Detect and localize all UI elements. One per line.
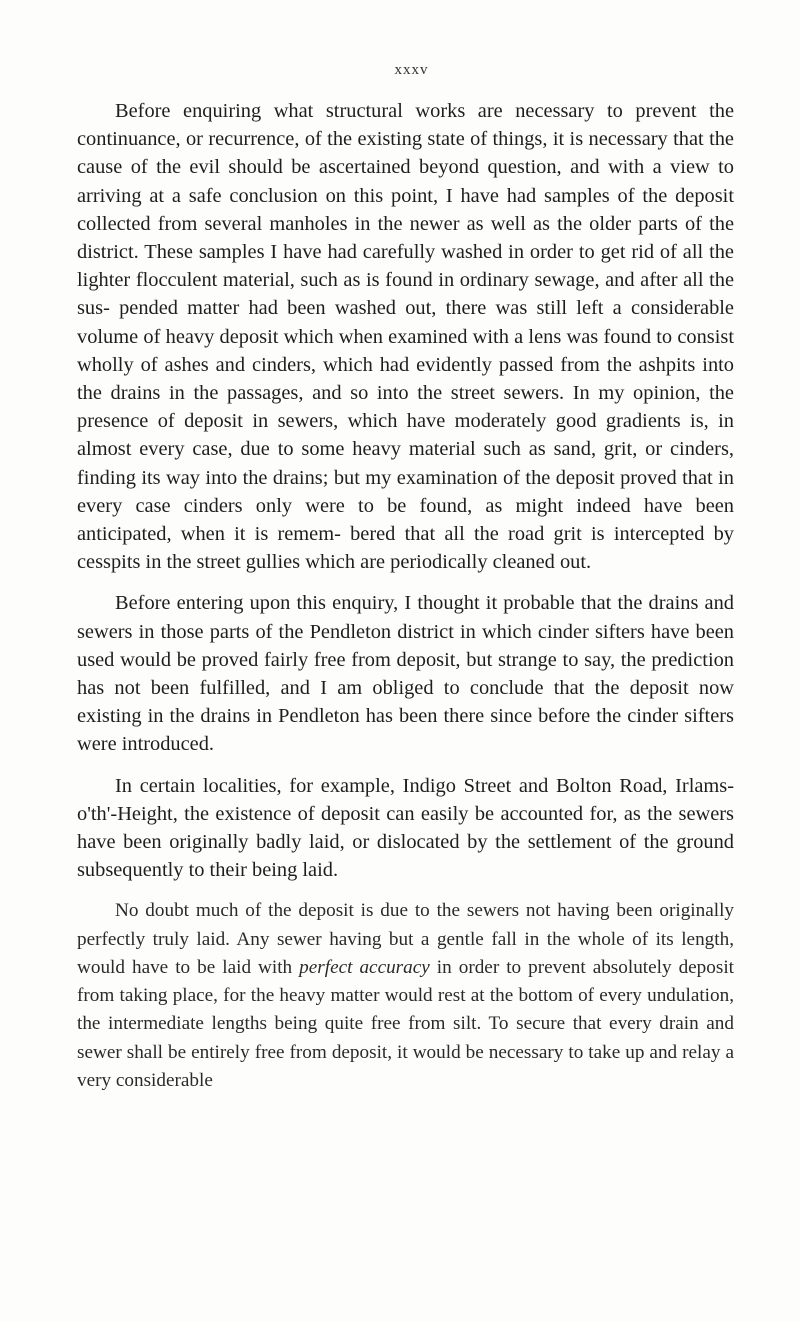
paragraph-deposit-samples: Before enquiring what structural works are necessary to prevent the continuance, or recurrence, of the existing state of things, it is necessary that the cause of the evil should be ascertained beyond question, and with a view to arriving at a safe conclusion on this point, I have had samples of the deposit collected from several manholes in the newer as well as the older parts of the district. These samples I have had carefully washed in order to get rid of all the lighter flocculent material, such as is found in ordinary sewage, and after all the sus- pended matter had been washed out, there was still left a considerable volume of heavy deposit which when examined with a lens was found to consist wholly of ashes and cinders, which had evidently passed from the ashpits into the drains in the passages, and so into the street sewers. In my opinion, the presence of deposit in sewers, which have moderately good gradients is, in almost every case, due to some heavy material such as sand, grit, or cinders, finding its way into the drains; but my examination of the deposit proved that in every case cinders only were to be found, as might indeed have been anticipated, when it is remem- bered that all the road grit is intercepted by cesspits in the street gullies which are periodically cleaned out. <box>77 100 734 574</box>
emphasis-perfect-accuracy: perfect accuracy <box>299 956 430 978</box>
page-number: xxxv <box>394 62 429 78</box>
paragraph-cinder-sifters: Before entering upon this enquiry, I thought it probable that the drains and sewers in those parts of the Pendleton district in which cinder sifters have been used would be proved fairly free from deposit, but strange to say, the prediction has not been fulfilled, and I am obliged to conclude that the deposit now existing in the drains in Pendleton has been there since before the cinder sifters were introduced. <box>77 592 734 756</box>
paragraph-text-before: No doubt much of the deposit is due to the sewers not having been originally perfectly truly laid. Any sewer having but a gentle fall in the whole of its length, would have to be laid with <box>77 900 734 978</box>
paragraph-localities: In certain localities, for example, Indigo Street and Bolton Road, Irlams-o'th'-Height, the existence of deposit can easily be accounted for, as the sewers have been originally badly laid, or dislocated by the settlement of the ground subsequently to their being laid. <box>77 774 734 882</box>
paragraph-text-after: in order to prevent absolutely deposit from taking place, for the heavy matter would rest at the bottom of every undulation, the intermediate lengths being quite free from silt. To secure that every drain and sewer shall be entirely free from deposit, it would be necessary to take up and relay a very considerable <box>77 956 734 1091</box>
paragraph-sewer-accuracy <box>77 897 734 1094</box>
